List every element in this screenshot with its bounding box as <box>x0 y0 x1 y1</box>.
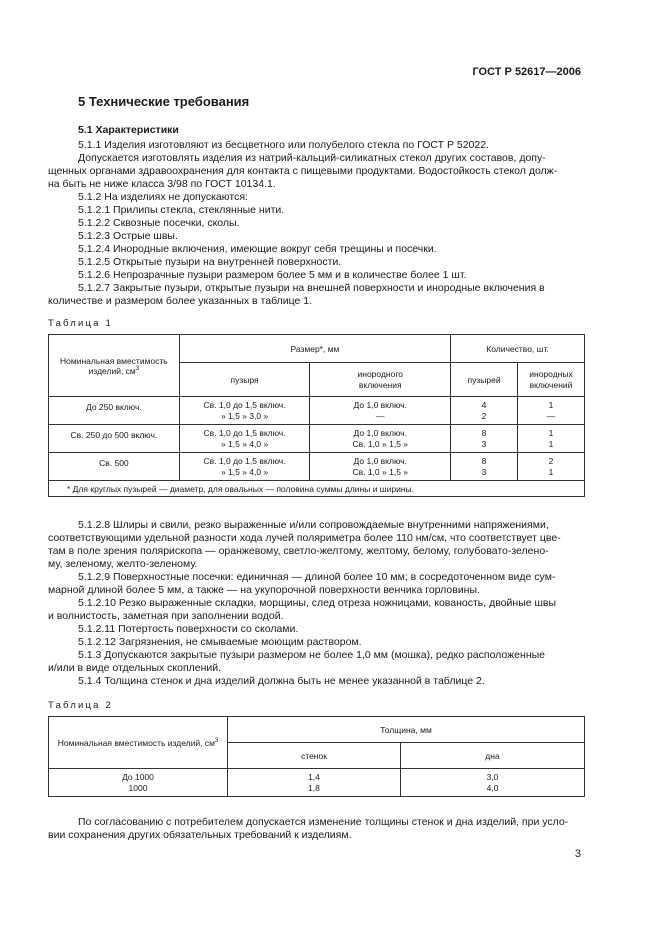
table-1-subheader-bubbles-count: пузырей <box>451 363 518 397</box>
paragraph-line: вии сохранения других обязательных требований к изделиям. <box>48 829 352 841</box>
paragraph-line: По согласованию с потребителем допускается изменение толщины стенок и дна изделий, при усло- <box>78 816 569 828</box>
table-2-cell-walls: 1,4 1,8 <box>228 769 401 797</box>
paragraph-line: 5.1.4 Толщина стенок и дна изделий должна быть не менее указанной в таблице 2. <box>78 675 485 687</box>
paragraph-line: и волнистость, заметная при заполнении водой. <box>48 610 284 622</box>
table-2-caption: Таблица 2 <box>48 700 113 711</box>
table-1-cell-bubble-size: Св. 1,0 до 1,5 включ. » 1,5 » 4,0 » <box>179 425 310 453</box>
document-id: ГОСТ Р 52617—2006 <box>472 66 581 78</box>
paragraph-line: му, зеленому, желто-зеленому. <box>48 558 198 570</box>
table-2-cell-capacity: До 1000 1000 <box>49 769 228 797</box>
table-2-header-capacity: Номинальная вместимость изделий, $см^3$ <box>49 717 228 769</box>
paragraph-line: 5.1.2.11 Потертость поверхности со сколами. <box>78 623 299 635</box>
table-1-subheader-bubbles: пузыря <box>179 363 310 397</box>
paragraph-line: 5.1.2.9 Поверхностные посечки: единичная — длиной более 10 мм; в сосредоточенном виде сум- <box>78 571 556 583</box>
paragraph-line: 5.1.3 Допускаются закрытые пузыри размером не более 1,0 мм (мошка), редко расположенные <box>78 649 545 661</box>
paragraph-line: 5.1.2.5 Открытые пузыри на внутренней поверхности. <box>78 256 342 268</box>
paragraph-line: 5.1.2.10 Резко выраженные складки, морщины, след отреза ножницами, кованость, двойные швы <box>78 597 557 609</box>
section-title: 5 Технические требования <box>78 94 250 109</box>
table-1 <box>48 334 585 497</box>
paragraph-line: соответствующими удельной разности хода лучей поляриметра более 110 нм/см, что соответствует цве- <box>48 532 561 544</box>
paragraph-line: 5.1.2.2 Сквозные посечки, сколы. <box>78 217 240 229</box>
table-1-header-count: Количество, шт. <box>451 335 585 363</box>
table-1-cell-capacity: До 250 включ. <box>49 397 180 425</box>
table-2-header-thickness: Толщина, мм <box>228 717 585 743</box>
paragraph-line: на быть не ниже класса 3/98 по ГОСТ 10134.1. <box>48 178 276 190</box>
page-number: 3 <box>574 848 581 860</box>
table-2-cell-bottom: 3,0 4,0 <box>401 769 585 797</box>
table-row <box>49 425 585 453</box>
table-2 <box>48 716 585 797</box>
paragraph-line: Допускается изготовлять изделия из натрий-кальций-силикатных стекол других составов, допу- <box>78 152 546 164</box>
table-2-subheader-walls: стенок <box>228 743 401 769</box>
table-1-cell-bubble-size: Св. 1,0 до 1,5 включ. » 1,5 » 4,0 » <box>179 453 310 481</box>
subsection-title: 5.1 Характеристики <box>78 124 179 136</box>
paragraph-line: 5.1.2.4 Инородные включения, имеющие вокруг себя трещины и посечки. <box>78 243 437 255</box>
paragraph-line: 5.1.1 Изделия изготовляют из бесцветного или полубелого стекла по ГОСТ Р 52022. <box>78 139 489 151</box>
paragraph-line: щенных органами здравоохранения для контакта с пищевыми продуктами. Водостойкость стекол долж- <box>48 165 558 177</box>
table-2-subheader-bottom: дна <box>401 743 585 769</box>
table-1-cell-inclusion-count: 1 — <box>518 397 585 425</box>
table-1-caption: Таблица 1 <box>48 318 113 329</box>
table-1-cell-bubble-count: 8 3 <box>451 453 518 481</box>
table-1-header-capacity: Номинальная вместимость изделий, $см^3$ <box>49 335 180 397</box>
table-1-cell-bubble-size: Св. 1,0 до 1,5 включ. » 1,5 » 3,0 » <box>179 397 310 425</box>
table-1-subheader-inclusions: инородного включения <box>310 363 451 397</box>
paragraph-line: и/или в виде отдельных скоплений. <box>48 662 222 674</box>
table-1-cell-inclusion-count: 1 1 <box>518 425 585 453</box>
paragraph-line: 5.1.2.12 Загрязнения, не смываемые моющим раствором. <box>78 636 362 648</box>
paragraph-line: 5.1.2.6 Непрозрачные пузыри размером более 5 мм и в количестве более 1 шт. <box>78 269 467 281</box>
paragraph-line: там в поле зрения полярископа — оранжевому, светло-желтому, желтому, белому, голубовато-зелено- <box>48 545 549 557</box>
table-1-header-size: Размер*, мм <box>179 335 450 363</box>
table-1-cell-inclusion-size: До 1,0 включ. Св. 1,0 » 1,5 » <box>310 453 451 481</box>
table-1-footnote: * Для круглых пузырей — диаметр, для овальных — половина суммы длины и ширины. <box>49 481 585 497</box>
table-row <box>49 453 585 481</box>
table-1-cell-inclusion-size: До 1,0 включ. — <box>310 397 451 425</box>
paragraph-line: 5.1.2.8 Шлиры и свили, резко выраженные и/или сопровождаемые внутренними напряжениями, <box>78 519 549 531</box>
table-1-cell-inclusion-count: 2 1 <box>518 453 585 481</box>
paragraph-line: количестве и размером более указанных в таблице 1. <box>48 295 313 307</box>
table-1-cell-bubble-count: 4 2 <box>451 397 518 425</box>
table-1-cell-inclusion-size: До 1,0 включ. Св. 1,0 » 1,5 » <box>310 425 451 453</box>
paragraph-line: 5.1.2 На изделиях не допускаются: <box>78 191 248 203</box>
paragraph-line: 5.1.2.3 Острые швы. <box>78 230 178 242</box>
paragraph-line: марной длиной более 5 мм, а также — на укупорочной поверхности венчика горловины. <box>48 584 480 596</box>
table-1-cell-capacity: Св. 500 <box>49 453 180 481</box>
table-1-cell-bubble-count: 8 3 <box>451 425 518 453</box>
table-1-subheader-inclusions-count: инородных включений <box>518 363 585 397</box>
paragraph-line: 5.1.2.7 Закрытые пузыри, открытые пузыри на внешней поверхности и инородные включения в <box>78 282 545 294</box>
table-row <box>49 769 585 797</box>
table-1-cell-capacity: Св. 250 до 500 включ. <box>49 425 180 453</box>
paragraph-line: 5.1.2.1 Прилипы стекла, стеклянные нити. <box>78 204 285 216</box>
table-row <box>49 397 585 425</box>
